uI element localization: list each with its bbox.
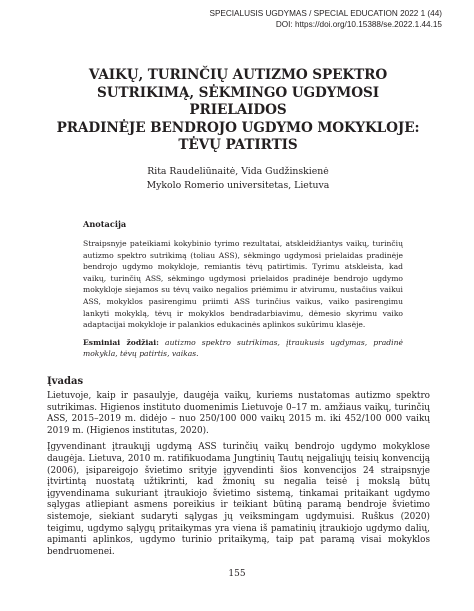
- author-affiliation: Mykolo Romerio universitetas, Lietuva: [146, 180, 330, 191]
- abstract-heading: Anotacija: [83, 219, 127, 229]
- title-line: PRADINĖJE BENDROJO UGDYMO MOKYKLOJE:: [56, 119, 420, 136]
- intro-paragraph: Įgyvendinant įtraukųjį ugdymą ASS turinčių vaikų bendrojo ugdymo mokyklose daugėja. Lietuva, 2010 m. ratifikuodama Jungtinių Tautų neįgaliųjų teisių konvenciją (2006), įsipareigojo švietimo srityje įgyvendinti šios konvencijos 24 straipsnyje įtvirtintą nuostatą užtikrinti, kad žmonių su negalia teisė į mokslą būtų įgyvendinama sukuriant įtraukiojo švietimo sistemą, tinkamai pritaikant ugdymo sąlygas atliepiant asmens poreikius ir teikiant būtiną paramą bendroje švietimo sistemoje, siekiant sudaryti sąlygas jų veiksmingam ugdymuisi. Ruškus (2020) teigimu, ugdymo sąlygų pritaikymas yra viena iš pamatinių įtraukiojo ugdymo dalių, apimanti aplinkos, ugdymo turinio pritaikymą, taip pat paramą visai mokyklos bendruomenei.: [47, 442, 430, 557]
- abstract: [83, 219, 403, 360]
- keywords-text: autizmo spektro sutrikimas, įtraukusis ugdymas, pradinė mokykla, tėvų patirtis, vaikas.: [83, 337, 403, 359]
- abstract-text: Straipsnyje pateikiami kokybinio tyrimo rezultatai, atskleidžiantys vaikų, turinčių autizmo spektro sutrikimą (toliau ASS), sėkmingo ugdymosi prielaidas pradinėje bendrojo ugdymo mokykloje, remiantis tėvų patirtimis. Tyrimu atskleista, kad vaikų, turinčių ASS, sėkmingo ugdymosi prielaidos pradinėje bendrojo ugdymo mokykloje siejamos su tėvų vaiko negalios priėmimu ir atvirumu, nustačius vaikui ASS, mokyklos pasirengimu priimti ASS turinčius vaikus, vaiko pasirengimu lankyti mokyklą, tėvų ir mokyklos bendradarbiavimu, dėmesio skyrimu vaiko adaptacijai mokykloje ir palankios edukacinės aplinkos sukūrimu klasėje.: [83, 239, 403, 330]
- keywords-label: Esminiai žodžiai:: [83, 337, 159, 347]
- intro-body: [47, 391, 430, 563]
- section-heading-intro: Įvadas: [47, 376, 84, 387]
- title-line: VAIKŲ, TURINČIŲ AUTIZMO SPEKTRO: [88, 67, 388, 83]
- journal-name: SPECIALUSIS UGDYMAS / SPECIAL EDUCATION 2022 1 (44): [209, 9, 442, 18]
- title-line: TĖVŲ PATIRTIS: [178, 137, 298, 154]
- doi-link[interactable]: DOI: https://doi.org/10.15388/se.2022.1.44.15: [275, 20, 442, 29]
- author-block: [40, 165, 436, 193]
- title-line: SUTRIKIMĄ, SĖKMINGO UGDYMOSI PRIELAIDOS: [97, 84, 379, 119]
- keywords: [83, 337, 403, 360]
- author-names: Rita Raudeliūnaitė, Vida Gudžinskienė: [147, 166, 329, 177]
- intro-paragraph: Lietuvoje, kaip ir pasaulyje, daugėja vaikų, kuriems nustatomas autizmo spektro sutrikimas. Higienos instituto duomenimis Lietuvoje 0–17 m. amžiaus vaikų, turinčių ASS, 2015–2019 m. didėjo – nuo 250/100 000 vaikų 2015 m. iki 452/100 000 vaikų 2019 m. (Higienos institutas, 2020).: [47, 391, 430, 436]
- article-title: [48, 67, 428, 155]
- page-number: 155: [228, 569, 246, 579]
- running-header: [209, 8, 442, 30]
